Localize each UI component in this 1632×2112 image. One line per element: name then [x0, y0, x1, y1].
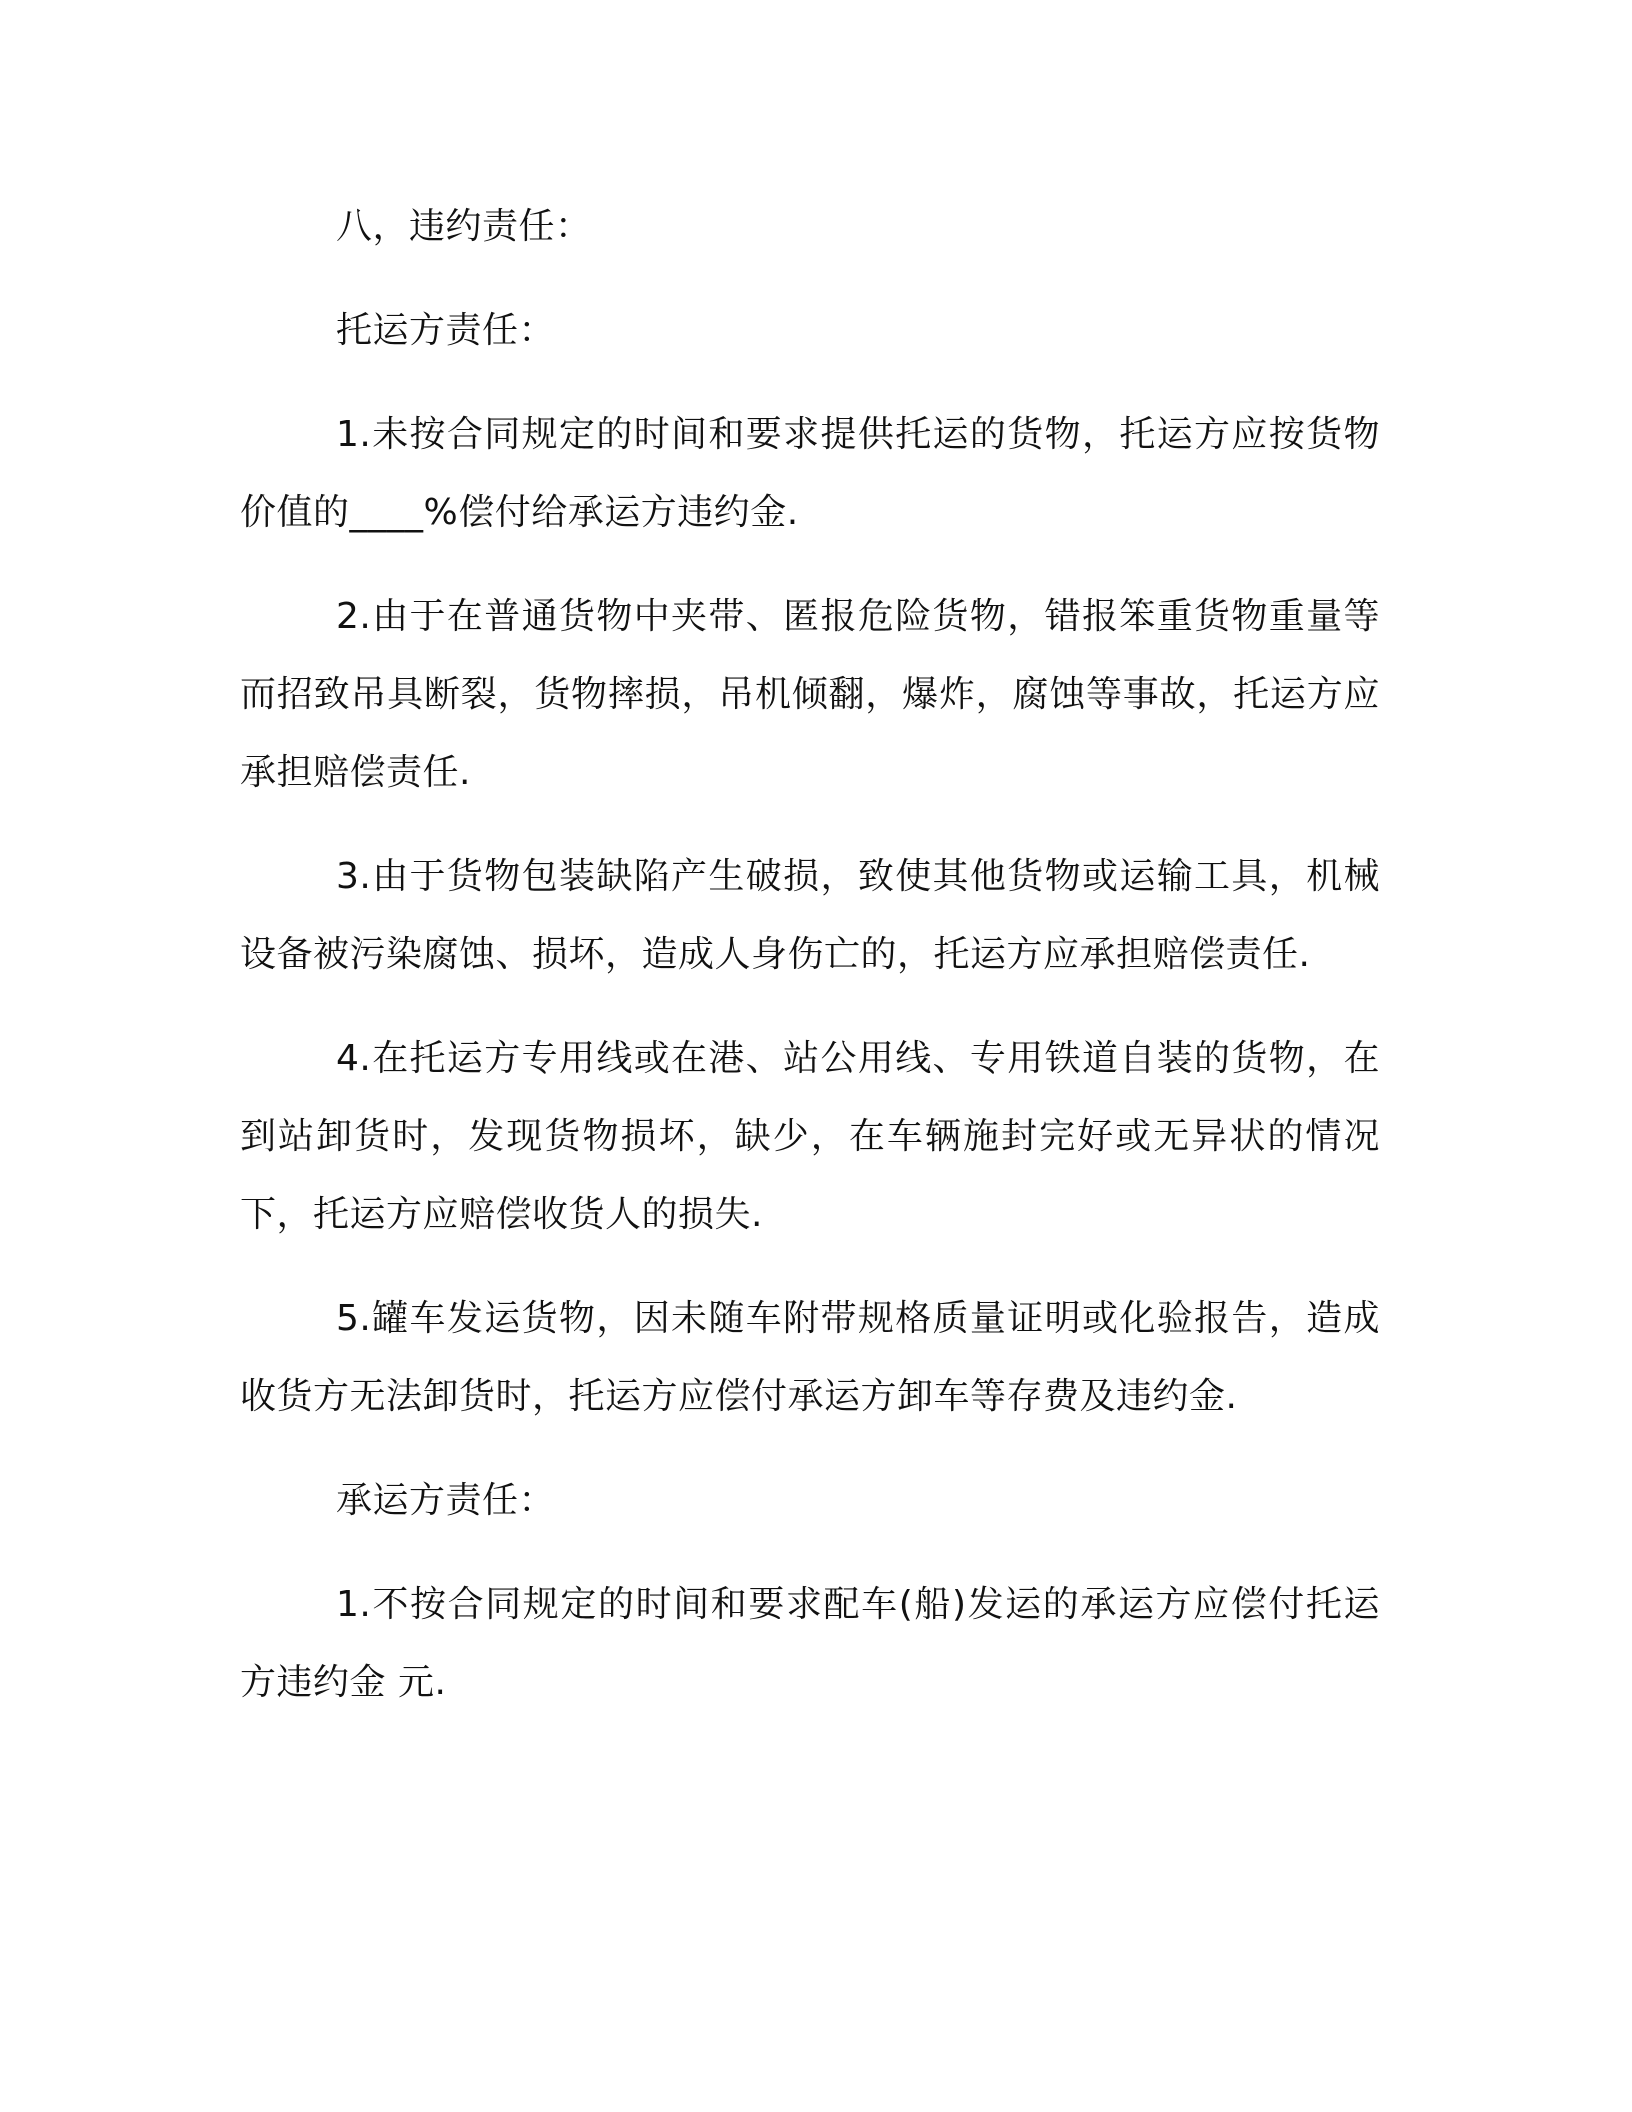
clause-shipper-4: 4.在托运方专用线或在港、站公用线、专用铁道自装的货物，在到站卸货时，发现货物损坏，缺少，在车辆施封完好或无异状的情况下，托运方应赔偿收货人的损失. [240, 1038, 1380, 1235]
document-body [240, 188, 1380, 1748]
clause-carrier-1: 1.不按合同规定的时间和要求配车(船)发运的承运方应偿付托运方违约金 元. [240, 1584, 1380, 1703]
clause-shipper-2: 2.由于在普通货物中夹带、匿报危险货物，错报笨重货物重量等而招致吊具断裂，货物摔损，吊机倾翻，爆炸，腐蚀等事故，托运方应承担赔偿责任. [240, 596, 1380, 793]
subheading-shipper-liability: 托运方责任： [336, 310, 556, 351]
clause-shipper-5: 5.罐车发运货物，因未随车附带规格质量证明或化验报告，造成收货方无法卸货时，托运方应偿付承运方卸车等存费及违约金. [240, 1298, 1380, 1417]
section-heading-breach-liability: 八，违约责任： [336, 206, 592, 247]
clause-shipper-1: 1.未按合同规定的时间和要求提供托运的货物，托运方应按货物价值的____%偿付给承运方违约金. [240, 414, 1380, 533]
subheading-carrier-liability: 承运方责任： [336, 1480, 556, 1521]
clause-shipper-3: 3.由于货物包装缺陷产生破损，致使其他货物或运输工具，机械设备被污染腐蚀、损坏，造成人身伤亡的，托运方应承担赔偿责任. [240, 856, 1380, 975]
